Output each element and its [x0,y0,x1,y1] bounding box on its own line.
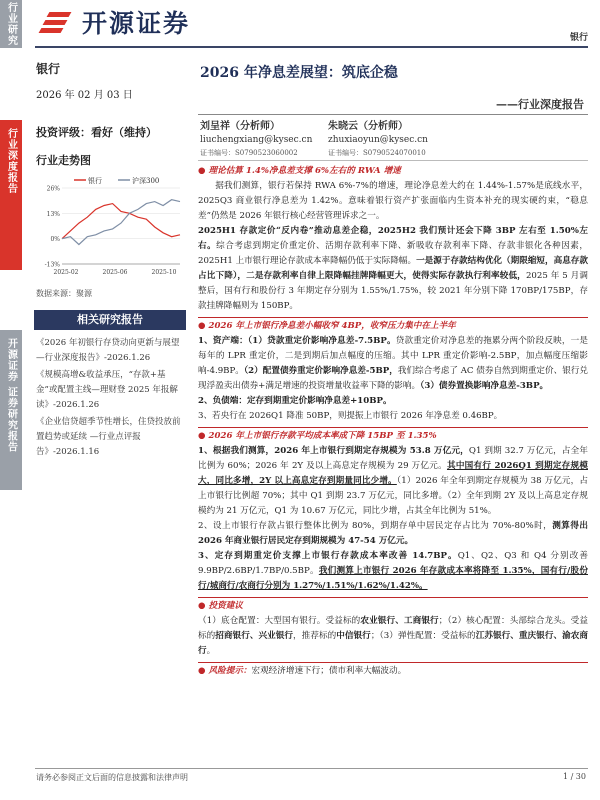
footer-divider [35,768,588,769]
section-heading-text: 理论估算 1.4%净息差支撑 6%左右的 RWA 增速 [208,166,401,176]
risk-warning: ● 风险提示：宏观经济增速下行；债市利率大幅波动。 [198,666,407,676]
author-cert: 证书编号：S0790523060002 [200,149,298,157]
legend-label-bank: 银行 [88,177,102,185]
paragraph [198,519,588,549]
text: Q1 到期 32.7 万亿元，占全年比例为 60%；2026 年 2Y 及以上高息定存规模为 29 万亿元。 [198,446,588,471]
author-block [328,120,428,160]
y-tick-label: 26% [46,185,60,193]
x-tick-label: 2025-06 [102,269,128,276]
side-strip-bottom-label: 开源证券 证券研究报告 [5,338,17,453]
bold-text: 江苏银行、重庆银行、渝农商行 [198,631,588,656]
author-email[interactable]: liuchengxiang@kysec.cn [200,135,313,145]
x-tick-label: 2025-10 [151,269,177,276]
bold-text: 2025H1 存款定价“反内卷”推动息差企稳，2025H2 我们预计还会下降 3BP 左右至 1.50%左右。 [198,226,588,251]
side-strip [0,0,22,800]
author-block [200,120,312,160]
related-report-item[interactable]: 《规模高增&收益承压，“存款+基金”或配置主线—理财登 2025 年报解读》-2026.1.26 [36,370,178,410]
text: 2、设上市银行存款占银行整体比例为 80%，到期存单中居民定存占比为 70%-80%时， [198,521,553,531]
text: （1）2026 年全年到期定存规模为 38 万亿元，占上市银行比例超 70%；其中 Q1 到期 23.7 万亿元，同比多增。（2）全年到期 2Y 及以上高息定存规模约为 21 万亿元，Q1 为 10.67 万亿元，同比少增，占其全年比例为 51%。 [198,476,589,516]
bold-text: 3、定存到期重定价支撑上市银行存款成本率改善 14.7BP。 [198,551,458,561]
text: 。 [206,646,216,656]
legend-label-index: 沪深300 [132,177,160,185]
bold-text: 招商银行、兴业银行 [215,631,294,641]
paragraph [198,334,588,394]
industry-trend-chart [34,172,184,284]
bold-text: 其中国有行 2026Q1 到期定存规模大，同比多增，2Y 以上高息定存到期量同比少增。 [198,461,588,486]
section-heading: ● 投资建议 [198,601,243,611]
page-number: 1 / 30 [562,772,586,781]
bold-text: 我们测算上市银行 2026 年存款成本率将降至 1.35%，国有行/股份行/城商行/农商行分别为 1.27%/1.51%/1.62%/1.42%。 [198,566,588,591]
chart-source: 数据来源：聚源 [36,289,92,298]
paragraph: 3、若央行在 2026Q1 降准 50BP，则提振上市银行 2026 年净息差 0.46BP。 [198,411,503,421]
side-strip-mid-label: 行业深度报告 [5,128,17,194]
paragraph [198,614,588,659]
author-name: 朱晓云（分析师） [328,121,408,132]
y-tick-label: 0% [50,236,60,244]
report-subtitle: ——行业深度报告 [496,98,584,111]
section-heading-text: 风险提示： [208,666,252,676]
text: （1）底仓配置：大型国有银行。受益标的 [198,616,361,626]
bold-text: 1、根据我们测算，2026 年上市银行到期定存规模为 53.8 万亿元， [198,446,469,456]
brand-logo [40,4,190,40]
text: ，推荐标的 [293,631,337,641]
section-heading: ● 2026 年上市银行存款平均成本率成下降 15BP 至 1.35% [198,431,437,441]
section-heading-text: 2026 年上市银行净息差小幅收窄 4BP，收窄压力集中在上半年 [208,321,456,331]
section-heading: ● 2026 年上市银行净息差小幅收窄 4BP，收窄压力集中在上半年 [198,321,456,331]
brand-name: 开源证券 [82,9,191,38]
series-line [62,204,180,239]
related-reports-header: 相关研究报告 [34,310,186,330]
side-strip-top [0,0,22,48]
text: Q1、Q2、Q3 和 Q4 分别改善 9.9BP/2.6BP/1.7BP/0.5BP。 [198,551,588,576]
side-strip-top-label: 行业研究 [5,2,17,46]
side-strip-bottom [0,330,22,490]
x-tick-label: 2025-02 [53,269,79,276]
title-divider [198,114,588,115]
bold-text: 一是源于存款结构优化（期限缩短，高息存款占比下降），二是存款利率自律上限降幅挂牌降幅更大，使得实际存款执行利率较低， [198,256,588,281]
trend-chart-title: 行业走势图 [36,154,91,167]
paragraph [198,444,588,519]
author-cert: 证书编号：S0790524070010 [328,149,426,157]
y-tick-label: 13% [46,210,60,218]
paragraph: 据我们测算，银行若保持 RWA 6%-7%的增速，理论净息差大约在 1.44%-1.57%是底线水平，2025Q3 商业银行净息差为 1.42%。意味着银行资产扩张面临内生资本补充的现实硬约束，“稳息差”仍然是 2026 年银行核心经营管理诉求之一。 [198,181,588,221]
investment-rating: 投资评级：看好（维持） [36,126,157,139]
text: 宏观经济增速下行；债市利率大幅波动。 [251,666,407,676]
section-heading: ● 理论估算 1.4%净息差支撑 6%左右的 RWA 增速 [198,166,401,176]
bold-text: （3）债券置换影响净息差-3BP。 [420,381,549,391]
bold-text: 2、负债端：定存到期重定价影响净息差+10BP。 [198,396,392,406]
bold-text: 农业银行、工商银行 [360,616,439,626]
bold-text: （2）配置债券重定价影响净息差-5BP， [243,366,398,376]
related-reports-list [36,336,186,462]
text: 贷款重定价对净息差的拖累分两个阶段反映，一是每年的 LPR 重定价，二是到期后加点幅度的压缩。其中 LPR 重定价影响-2.5BP，加点幅度压缩影响-4.9BP。 [198,336,588,376]
paragraph [198,549,588,594]
paragraph [198,224,588,314]
text: ；（3）弹性配置：受益标的 [370,631,476,641]
bold-text: 1、资产端：（1）贷款重定价影响净息差-7.5BP。 [198,336,396,346]
logo-mark-icon [40,10,74,34]
bold-text: 测算得出 2026 年商业银行居民定存到期规模为 47-54 万亿元。 [198,521,588,546]
text: 综合考虑到期定价重定价、活期存款利率下降、新吸收存款利率下降、存款非银化各种因素，2025H1 上市银行理论存款成本率降幅仍低于实际降幅。 [198,241,588,266]
text: 我们综合考虑了 AC 债券自然到期重定价、银行兑现浮盈卖出债券+满足增速的投资增量收益率下降的影响。 [198,366,589,391]
related-report-item[interactable]: 《企业信贷超季节性增长，住贷投放前置趋势或延续 —行业点评报告》-2026.1.16 [36,417,181,457]
side-strip-mid [0,120,22,270]
section-heading-text: 2026 年上市银行存款平均成本率成下降 15BP 至 1.35% [208,431,437,441]
paragraph [198,394,588,409]
report-title: 2026 年净息差展望：筑底企稳 [200,65,398,81]
header-sector-tag: 银行 [569,33,588,43]
y-tick-label: -13% [44,261,60,269]
footer-disclaimer: 请务必参阅正文后面的信息披露和法律声明 [36,773,188,782]
author-name: 刘呈祥（分析师） [200,121,280,132]
sector-name: 银行 [36,62,61,76]
bold-text: 中信银行 [336,631,371,641]
text: 2025 年 5 月调整后，国有行和股份行 3 年期定存分别为 1.55%/1.75%，较 2021 年分别下降 170BP/175BP，存款挂牌降幅则为 150BP。 [198,271,588,311]
author-email[interactable]: zhuxiaoyun@kysec.cn [328,135,428,145]
report-summary [198,164,588,679]
text: ；（2）核心配置：头部综合龙头。受益标的 [198,616,588,641]
report-date: 2026 年 02 月 03 日 [36,90,133,101]
related-report-item[interactable]: 《2026 年初银行存贷动向更新与展望—行业深度报告》-2026.1.26 [36,338,180,363]
header-divider [35,46,588,48]
section-heading-text: 投资建议 [208,601,243,611]
author-divider [198,160,588,161]
